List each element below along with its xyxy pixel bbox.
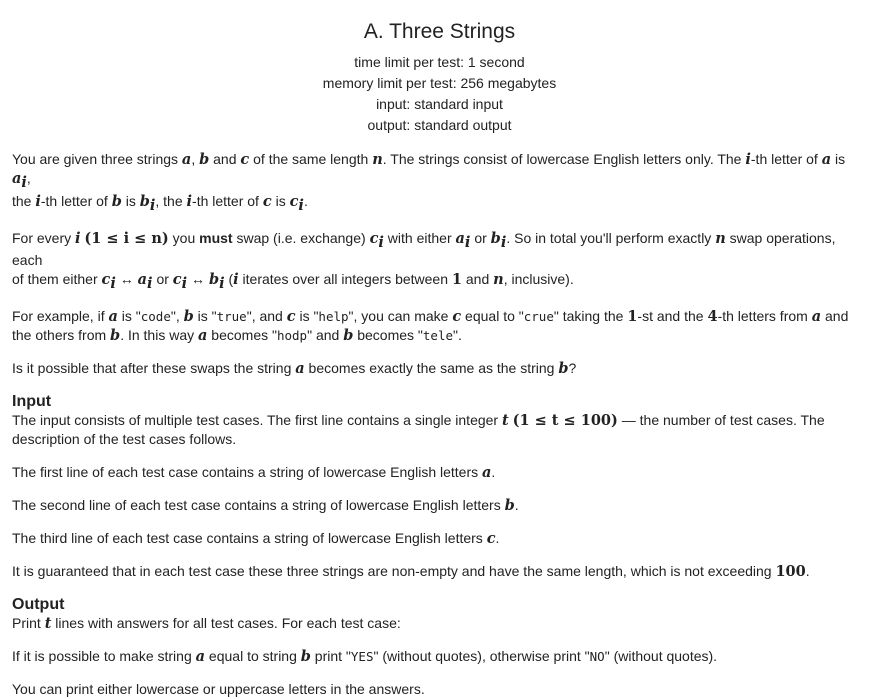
text: ". (453, 327, 462, 344)
text: " (without quotes). (604, 648, 718, 665)
legend-paragraph-3 (12, 307, 867, 345)
math-sub: i (147, 275, 153, 293)
math-expr: (1 ≤ i ≤ n) (84, 229, 169, 247)
input-spec: input: standard input (376, 96, 503, 112)
math-num: 1 (627, 308, 638, 326)
input-paragraph-1 (12, 411, 867, 449)
text: becomes exactly the same as the string (304, 360, 559, 377)
text: " and (307, 327, 344, 344)
code-literal: NO (589, 649, 605, 665)
math-var: c (240, 151, 250, 168)
math-var: b (558, 360, 569, 378)
legend-paragraph-2 (12, 229, 867, 294)
text: For every (12, 229, 76, 246)
text: . The strings consist of lowercase English letters only. The (382, 151, 746, 167)
math-var: a (195, 648, 206, 666)
math-var: a (811, 308, 822, 326)
text: with either (383, 229, 456, 246)
math-sub: i (378, 233, 384, 251)
legend (0, 150, 879, 699)
text: -th letter of (40, 192, 112, 209)
text: and (821, 308, 849, 325)
text: or (152, 271, 173, 288)
output-section-title: Output (12, 596, 65, 614)
math-var: a (482, 464, 492, 482)
output-spec: output: standard output (367, 117, 512, 133)
math-var: a (295, 360, 305, 378)
text: Is it possible that after these swaps the string (12, 360, 296, 377)
math-var: b (139, 192, 150, 210)
swap-arrow: ↔ (187, 271, 209, 288)
math-var: i (233, 271, 239, 289)
text: of the same length (249, 151, 373, 167)
code-literal: true (216, 309, 247, 325)
math-sub: i (21, 173, 27, 191)
math-var: a (12, 170, 22, 187)
bold-text: must (199, 229, 233, 246)
text: becomes " (207, 327, 277, 344)
text: is (271, 192, 290, 209)
math-sub: i (219, 275, 225, 293)
text: equal to string (205, 648, 301, 665)
math-var: c (101, 271, 111, 289)
math-var: t (44, 615, 52, 633)
text: you (168, 229, 200, 246)
code-literal: YES (350, 649, 374, 665)
input-section-title: Input (12, 393, 52, 411)
text: For example, if (12, 308, 109, 325)
text: You are given three strings (12, 151, 182, 167)
math-var: c (452, 308, 462, 326)
text: swap operations, each (12, 229, 836, 269)
math-num: 4 (707, 308, 718, 326)
input-paragraph-4 (12, 529, 867, 548)
text: . (514, 497, 519, 514)
math-var: i (35, 192, 41, 210)
math-var: a (198, 327, 208, 345)
math-var: c (262, 192, 272, 210)
text: becomes " (353, 327, 423, 344)
text: -st and the (637, 308, 708, 325)
text: ", and (246, 308, 287, 325)
math-var: n (715, 229, 726, 247)
math-var: b (183, 308, 194, 326)
text: is " (295, 308, 319, 325)
math-var: c (486, 530, 496, 548)
text: lines with answers for all test cases. For each test case: (51, 615, 401, 632)
math-var: b (208, 271, 220, 289)
math-expr: (1 ≤ t ≤ 100) (512, 412, 618, 430)
text: or (470, 229, 491, 246)
math-var: c (369, 229, 379, 247)
text: ", you can make (348, 308, 453, 325)
text: -th letter of (750, 151, 822, 167)
text: -th letter of (192, 192, 263, 209)
math-var: i (75, 229, 81, 247)
text: The second line of each test case contains a string of lowercase English letters (12, 497, 505, 514)
text: is (831, 151, 846, 167)
text: , inclusive). (503, 271, 574, 288)
text: — the number of test cases. The (617, 412, 825, 429)
text: the others from (12, 327, 111, 344)
math-sub: i (464, 233, 471, 251)
code-literal: hodp (276, 328, 308, 344)
math-var: a (108, 308, 118, 326)
math-var: b (504, 497, 515, 515)
text: description of the test cases follows. (12, 431, 237, 448)
text: ", (170, 308, 184, 325)
text: You can print either lowercase or uppercase letters in the answers. (12, 681, 425, 698)
math-sub: i (181, 275, 188, 293)
text: The first line of each test case contains a string of lowercase English letters (12, 464, 483, 481)
output-paragraph-3 (12, 680, 867, 699)
math-var: b (490, 229, 501, 247)
problem-header (0, 0, 879, 136)
text: . (805, 563, 810, 580)
text: -th letters from (717, 308, 812, 325)
math-sub: i (298, 196, 304, 214)
text: The input consists of multiple test cases. The first line contains a single integer (12, 412, 502, 429)
code-literal: help (318, 309, 349, 325)
math-var: i (745, 151, 751, 168)
text: ? (568, 360, 577, 377)
problem-title: A. Three Strings (363, 20, 516, 43)
text: is " (117, 308, 141, 325)
text: It is guaranteed that in each test case these three strings are non-empty and have the same length, which is not exceeding (12, 563, 776, 580)
math-var: b (199, 151, 210, 168)
text: , the (155, 192, 187, 209)
time-limit: time limit per test: 1 second (354, 54, 525, 70)
math-var: b (343, 327, 354, 345)
text: ( (224, 271, 234, 288)
legend-paragraph-1: You are given three strings a, b and c of the same length n. The strings consist of lowercase English letters only. The i-th letter of a is $a_i$, the i-th letter of b is $b_i$, the i-th letter of c is $c_i$. (12, 151, 846, 214)
text: the (12, 192, 36, 209)
legend-paragraph-4 (12, 359, 867, 378)
text: of them either (12, 271, 102, 288)
text: . So in total you'll perform exactly (506, 229, 716, 246)
text: . (495, 530, 500, 547)
math-var: a (455, 229, 465, 247)
text: swap (i.e. exchange) (232, 229, 370, 246)
text: and (462, 271, 494, 288)
math-var: c (289, 192, 299, 210)
code-literal: crue (523, 309, 554, 325)
output-paragraph-1 (12, 614, 867, 633)
memory-limit: memory limit per test: 256 megabytes (322, 75, 557, 91)
text: . (491, 464, 496, 481)
math-sub: i (149, 196, 156, 214)
math-num: 100 (775, 563, 806, 581)
math-sub: i (110, 275, 116, 293)
math-var: a (137, 271, 148, 289)
text: Print (12, 615, 45, 632)
math-var: b (110, 327, 121, 345)
math-var: i (186, 192, 193, 210)
math-num: 1 (451, 271, 462, 289)
code-literal: code (140, 309, 171, 325)
text: If it is possible to make string (12, 648, 196, 665)
text: and (209, 151, 241, 167)
math-sub: i (500, 233, 507, 251)
math-var: c (172, 271, 182, 289)
input-paragraph-2 (12, 463, 867, 482)
text: " taking the (553, 308, 628, 325)
math-var: n (372, 151, 383, 168)
math-var: c (286, 308, 296, 326)
text: The third line of each test case contains a string of lowercase English letters (12, 530, 487, 547)
text: equal to " (461, 308, 524, 325)
text: is (121, 192, 140, 209)
math-var: a (821, 151, 832, 168)
input-paragraph-5 (12, 562, 867, 581)
text: iterates over all integers between (238, 271, 452, 288)
math-var: b (300, 648, 311, 666)
text: " (without quotes), otherwise print " (373, 648, 590, 665)
code-literal: tele (422, 328, 453, 344)
math-var: t (502, 412, 509, 430)
text: . In this way (120, 327, 198, 344)
output-paragraph-2 (12, 647, 867, 666)
math-var: b (111, 192, 122, 210)
math-var: n (493, 271, 504, 289)
swap-arrow: ↔ (115, 271, 138, 288)
input-paragraph-3 (12, 496, 867, 515)
text: is " (193, 308, 217, 325)
text: print " (310, 648, 351, 665)
math-var: a (181, 151, 192, 168)
